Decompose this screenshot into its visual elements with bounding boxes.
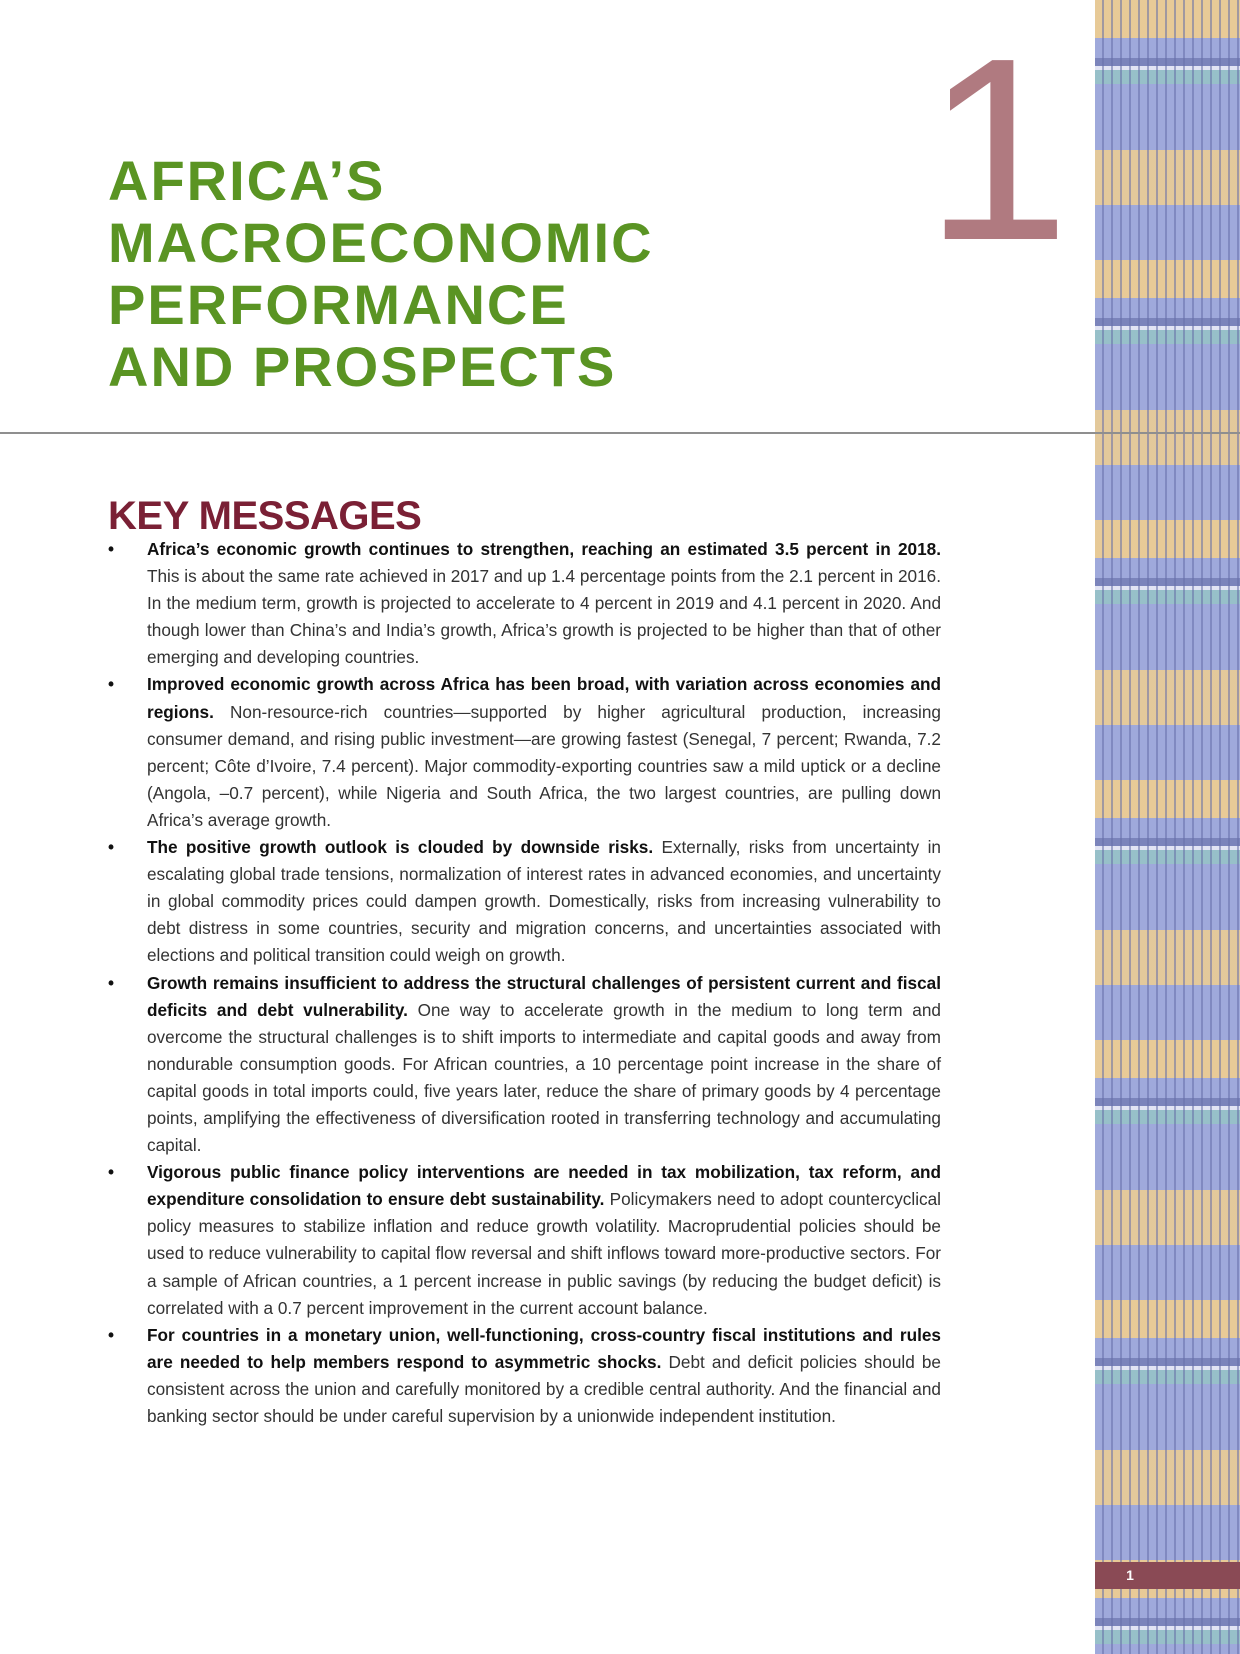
- chapter-title-line: AFRICA’S: [108, 149, 386, 212]
- key-messages-heading: KEY MESSAGES: [108, 494, 422, 538]
- key-message-item: [108, 536, 941, 671]
- key-message-body: One way to accelerate growth in the medium to long term and overcome the structural challenges is to shift imports to intermediate and capital goods and away from nondurable consumption goods. For African countries, a 10 percentage point increase in the share of capital goods in total imports could, five years later, reduce the share of primary goods by 4 percentage points, amplifying the effectiveness of diversification rooted in transferring technology and accumulating capital.: [147, 999, 941, 1156]
- title-divider: [0, 432, 1240, 434]
- decorative-fabric-strip: [1095, 0, 1240, 1654]
- page-number-bar: [1095, 1562, 1240, 1589]
- key-message-body: Non-resource-rich countries—supported by higher agricultural production, increasing consumer demand, and rising public investment—are growing fastest (Senegal, 7 percent; Rwanda, 7.2 percent; Côte d’Ivoire, 7.4 percent). Major commodity-exporting countries saw a mild uptick or a decline (Angola, –0.7 percent), while Nigeria and South Africa, the two largest countries, are pulling down Africa’s average growth.: [147, 701, 941, 830]
- bullet-icon: •: [108, 1324, 115, 1345]
- key-message-body: Externally, risks from uncertainty in escalating global trade tensions, normalization of interest rates in advanced economies, and uncertainty in global commodity prices could dampen growth. Domestically, risks from increasing vulnerability to debt distress in some countries, security and migration concerns, and uncertainties associated with elections and political transition could weigh on growth.: [147, 837, 941, 966]
- key-message-lead: Improved economic growth across Africa has been broad, with variation across economies and regions.: [147, 674, 941, 722]
- key-message-item: [108, 671, 941, 834]
- bullet-icon: •: [108, 1162, 115, 1183]
- key-message-item: [108, 970, 941, 1160]
- key-message-lead: For countries in a monetary union, well-functioning, cross-country fiscal institutions and rules are needed to help members respond to asymmetric shocks.: [147, 1324, 941, 1372]
- key-message-lead: Vigorous public finance policy interventions are needed in tax mobilization, tax reform, and expenditure consolidation to ensure debt sustainability.: [147, 1162, 941, 1210]
- key-message-lead: The positive growth outlook is clouded by downside risks.: [147, 837, 654, 858]
- key-message-body: Debt and deficit policies should be consistent across the union and carefully monitored by a credible central authority. And the financial and banking sector should be under careful supervision by a unionwide independent institution.: [147, 1351, 941, 1426]
- page-number: 1: [1126, 1567, 1134, 1583]
- chapter-number: 1: [925, 5, 1070, 295]
- chapter-title: [108, 150, 654, 398]
- key-messages-list: [108, 536, 941, 1430]
- chapter-title-line: AND PROSPECTS: [108, 335, 617, 398]
- bullet-icon: •: [108, 539, 115, 559]
- key-message-item: [108, 1322, 941, 1430]
- chapter-title-line: PERFORMANCE: [108, 273, 569, 336]
- key-message-lead: Africa’s economic growth continues to strengthen, reaching an estimated 3.5 percent in 2018.: [147, 539, 941, 559]
- bullet-icon: •: [108, 972, 115, 993]
- chapter-title-line: MACROECONOMIC: [108, 211, 654, 274]
- key-message-lead: Growth remains insufficient to address the structural challenges of persistent current and fiscal deficits and debt vulnerability.: [147, 972, 941, 1020]
- key-message-item: [108, 1159, 941, 1322]
- bullet-icon: •: [108, 837, 115, 858]
- key-message-body: This is about the same rate achieved in 2017 and up 1.4 percentage points from the 2.1 percent in 2016. In the medium term, growth is projected to accelerate to 4 percent in 2019 and 4.1 percent in 2020. And though lower than China’s and India’s growth, Africa’s growth is projected to be higher than that of other emerging and developing countries.: [147, 566, 942, 668]
- bullet-icon: •: [108, 674, 115, 695]
- key-message-body: Policymakers need to adopt countercyclical policy measures to stabilize inflation and reduce growth volatility. Macroprudential policies should be used to reduce vulnerability to capital flow reversal and shift inflows toward more-productive sectors. For a sample of African countries, a 1 percent increase in public savings (by reducing the budget deficit) is correlated with a 0.7 percent improvement in the current account balance.: [147, 1189, 941, 1318]
- key-message-item: [108, 834, 941, 969]
